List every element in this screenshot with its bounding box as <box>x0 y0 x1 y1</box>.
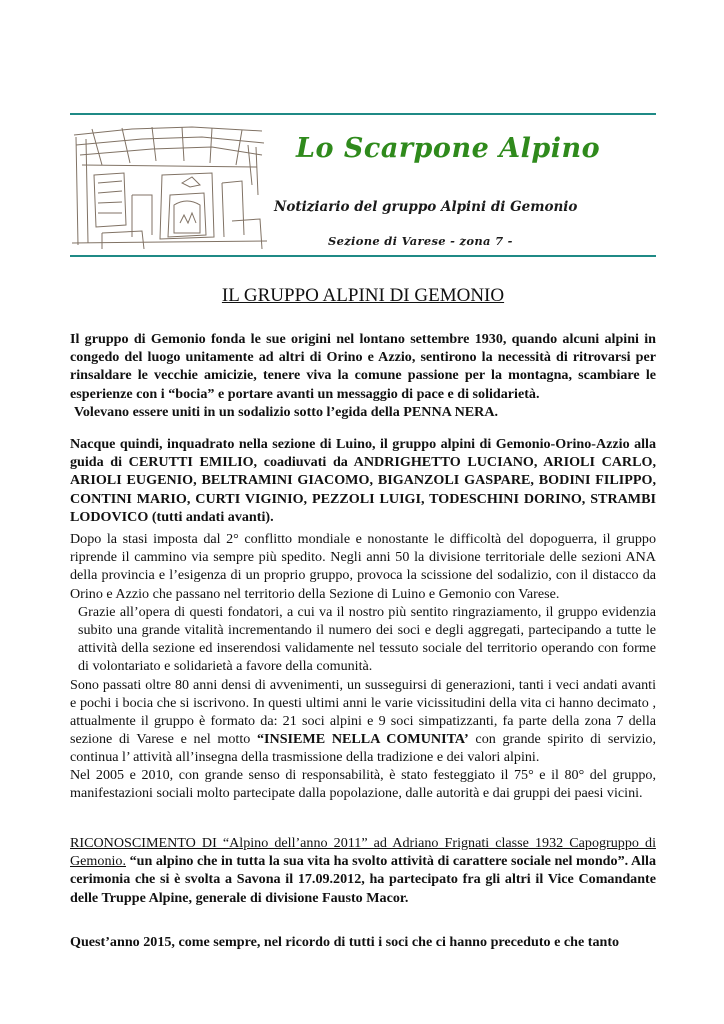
paragraph-origins <box>70 330 656 421</box>
mountain-hut-sketch-image <box>72 125 267 253</box>
paragraph-anniversaries: Nel 2005 e 2010, con grande senso di responsabilità, è stato festeggiato il 75° e il 80° del gruppo, manifestazioni sociali molto partecipate dalla popolazione, dalle autorità e dai gruppi dei paesi vicini. <box>70 767 656 802</box>
paragraph-history-today: Sono passati oltre 80 anni densi di avvenimenti, un susseguirsi di generazioni, tanti i veci andati avanti e pochi i bocia che si iscrivono. In questi ultimi anni le varie vicissitudini della vita ci hanno decimato , attualmente il gruppo è formato da: 21 soci alpini e 9 soci simpatizzanti, fa parte della zona 7 della sezione di Varese e nel motto <box>70 676 656 748</box>
motto-text: “INSIEME NELLA COMUNITA’ <box>257 731 469 748</box>
paragraph-founders: Nacque quindi, inquadrato nella sezione di Luino, il gruppo alpini di Gemonio-Orino-Azzio alla guida di CERUTTI EMILIO, coadiuvati da ANDRIGHETTO LUCIANO, ARIOLI CARLO, ARIOLI EUGENIO, BELTRAMINI GIACOMO, BIGANZOLI GASPARE, BODINI FILIPPO, CONTINI MARIO, CURTI VIGINIO, PEZZOLI LUIGI, TODESCHINI DORINO, STRAMBI LODOVICO (tutti andati avanti). <box>70 436 656 525</box>
paragraph-2015: Quest’anno 2015, come sempre, nel ricordo di tutti i soci che ci hanno preceduto e che tanto <box>70 934 620 950</box>
paragraph-history-end: con grande spirito di servizio, continua l’ attività all’insegna della trasmissione della tradizione e dei valori alpini. <box>70 731 656 766</box>
newsletter-title: Lo Scarpone Alpino <box>296 133 601 164</box>
recognition-body: “un alpino che in tutta la sua vita ha svolto attività di carattere sociale nel mondo”. Alla cerimonia che si è svolta a Savona il 17.09.2012, ha partecipato fra gli altri il Vice Comandante delle Truppe Alpine, generale di divisione Fausto Macor. <box>70 853 656 906</box>
paragraph-origins-text: Il gruppo di Gemonio fonda le sue origini nel lontano settembre 1930, quando alcuni alpini in congedo del luogo unitamente ad altri di Orino e Azzio, sentirono la necessità di ritrovarsi per rinsaldare le vecchie amicizie, tenere viva la comune passione per la montagna, scambiare le esperienze con i “bocia” e portare avanti un messaggio di pace e di solidarietà. <box>70 331 656 402</box>
paragraph-history-founders-thanks: Grazie all’opera di questi fondatori, a cui va il nostro più sentito ringraziamento, il gruppo evidenzia subito una grande vitalità incrementando il numero dei soci e degli aggregati, partecipando a tutte le attività della sezione ed inserendosi validamente nel tessuto sociale del territorio operando con forme di volontariato e solidarietà a favore della comunità. <box>78 603 656 675</box>
masthead-top-rule <box>70 113 656 115</box>
paragraph-history <box>70 530 656 767</box>
paragraph-origins-penna-nera: Volevano essere uniti in un sodalizio sotto l’egida della PENNA NERA. <box>74 403 499 420</box>
recognition-heading: RICONOSCIMENTO DI “Alpino dell’anno 2011” ad Adriano Frignati classe 1932 Capogruppo di Gemonio. <box>70 835 656 870</box>
paragraph-history-postwar: Dopo la stasi imposta dal 2° conflitto mondiale e nonostante le difficoltà del dopoguerra, il gruppo riprende il cammino via sempre più spedito. Negli anni 50 la divisione territoriale delle sezioni ANA della provincia e l’esigenza di un proprio gruppo, provoca la scissione del sodalizio, con il distacco da Orino e Azzio che passano nel territorio della Sezione di Luino e Gemonio con Varese. <box>70 531 656 602</box>
article-headline: IL GRUPPO ALPINI DI GEMONIO <box>221 285 505 306</box>
newsletter-subtitle: Notiziario del gruppo Alpini di Gemonio <box>274 199 578 215</box>
masthead-bottom-rule <box>70 255 656 257</box>
newsletter-section: Sezione di Varese - zona 7 - <box>328 234 513 248</box>
paragraph-recognition <box>70 834 656 907</box>
